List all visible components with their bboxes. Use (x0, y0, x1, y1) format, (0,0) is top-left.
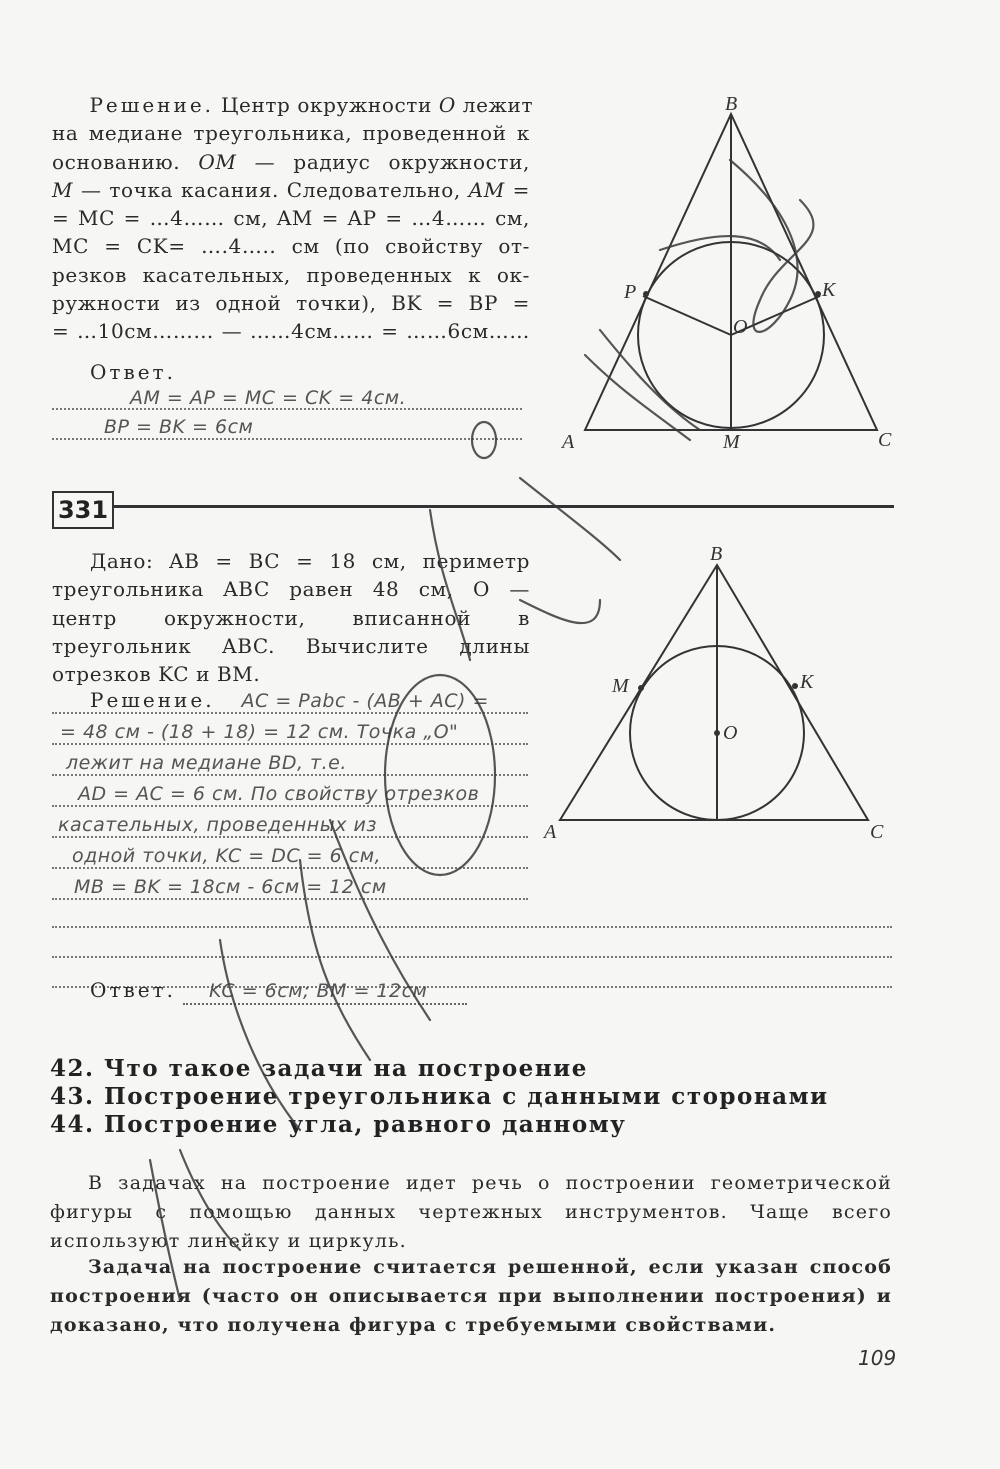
text-line: MC = CK= ….4….. см (по свойству от- (52, 234, 530, 259)
text-line: основанию. OM — радиус окружности, (52, 149, 530, 174)
figure-1-triangle-incircle (560, 90, 900, 460)
text-line: M — точка касания. Следовательно, AM = (52, 177, 530, 202)
label-c: C (878, 429, 892, 451)
text-line: ружности из одной точки), BK = BP = (52, 291, 530, 316)
solution-line: лежит на медиане BD, т.е. (52, 750, 528, 776)
problem-divider (114, 505, 894, 508)
solution-line: MB = BK = 18см - 6см = 12 см (52, 874, 528, 900)
figure-2-triangle-incircle (540, 540, 884, 850)
text-line: Решение. Центр окружности O лежит (89, 93, 534, 117)
label-m: M (723, 431, 740, 453)
label-b: B (725, 93, 738, 115)
solution-line: AD = AC = 6 см. По свойству отрезков (52, 781, 528, 807)
answer-line: BP = BK = 6см (52, 414, 522, 440)
text-line: = …10см……… — ……4см…… = ……6см…… (52, 319, 530, 344)
heading-44: 44. Построение угла, равного данному (50, 1111, 627, 1138)
problem-331-answer (52, 978, 526, 1002)
label-m: M (612, 675, 629, 697)
text-line: треугольника ABC равен 48 см, O — (52, 577, 530, 602)
text-line: Дано: AB = BC = 18 см, периметр (90, 549, 530, 573)
problem-330-solution (52, 91, 534, 346)
paragraph-rule: Задача на построение считается решенной, если указан способ построения (часто он описывается при выполнении построения) и доказано, что получена фигура с требуемыми свойствами. (50, 1256, 892, 1336)
label-c: C (870, 821, 884, 843)
label-o: O (733, 316, 748, 338)
paragraph-intro: В задачах на построение идет речь о построении геометрической фигуры с помощью данных чертежных инструментов. Чаще всего используют линейку и циркуль. (50, 1172, 892, 1252)
heading-42: 42. Что такое задачи на построение (50, 1055, 588, 1082)
text-line: центр окружности, вписанной в (52, 605, 530, 630)
label-a: A (562, 431, 575, 453)
label-b: B (710, 543, 723, 565)
answer-line: AM = AP = MC = CK = 4см. (52, 386, 522, 410)
solution-line: = 48 см - (18 + 18) = 12 см. Точка „O" (52, 719, 528, 745)
text-line: на медиане треугольника, проведенной к (52, 121, 530, 146)
text-line: резков касательных, проведенных к ок- (52, 262, 530, 287)
triangle-abc (560, 565, 868, 820)
problem-331-given (52, 547, 530, 688)
label-p: P (624, 281, 637, 303)
page-number: 109 (858, 1346, 897, 1370)
solution-line: касательных, проведенных из (52, 812, 528, 838)
label-a: A (544, 821, 557, 843)
label-k: K (822, 279, 836, 301)
blank-line (52, 928, 892, 958)
problem-331-number: 331 (52, 491, 114, 529)
problem-330-answer (52, 358, 522, 440)
label-k: K (800, 671, 814, 693)
solution-line: Решение. AC = Pabc - (AB + AC) = (52, 688, 528, 714)
text-line: треугольник ABC. Вычислите длины (52, 633, 530, 658)
answer-line: Ответ. KC = 6см; BM = 12см (52, 978, 526, 1002)
blank-line (52, 900, 892, 928)
radius-op (643, 296, 731, 335)
text-line: отрезков KC и BM. (52, 662, 261, 687)
label-o: O (723, 722, 738, 744)
solution-line: одной точки, KC = DC = 6 см, (52, 843, 528, 869)
heading-43: 43. Построение треугольника с данными сторонами (50, 1083, 829, 1110)
answer-label: Ответ. (90, 360, 176, 384)
text-line: = MC = …4…… см, AM = AP = …4…… см, (52, 206, 530, 231)
